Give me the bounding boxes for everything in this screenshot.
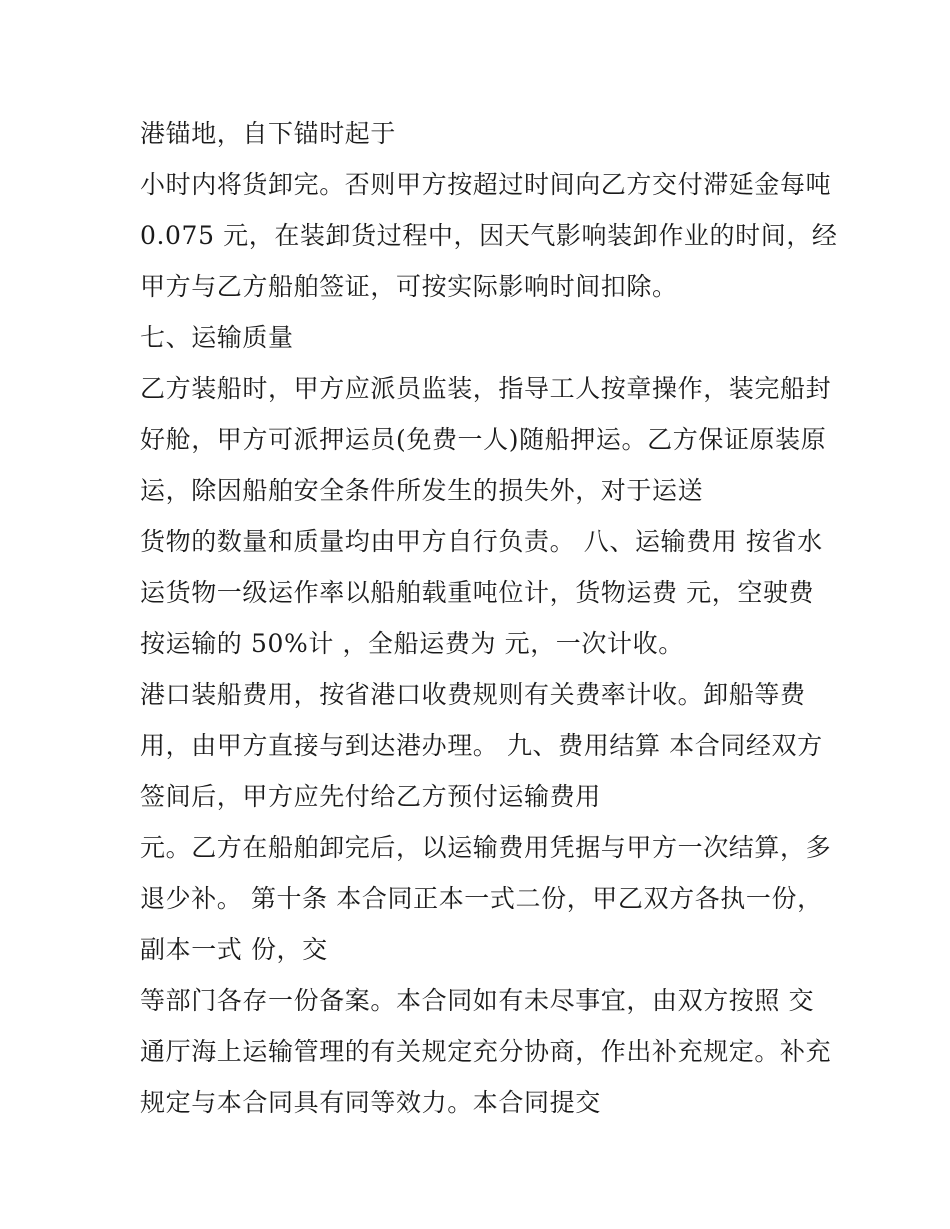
text-line: 货物的数量和质量均由甲方自行负责。 八、运输费用 按省水 [140, 527, 823, 556]
text-line: 港口装船费用，按省港口收费规则有关费率计收。卸船等费 [140, 680, 806, 709]
section-heading: 七、运输质量 [140, 323, 294, 352]
text-line: 元。乙方在船舶卸完后，以运输费用凭据与甲方一次结算，多 [140, 833, 832, 862]
text-line: 退少补。 第十条 本合同正本一式二份，甲乙双方各执一份， [140, 884, 823, 913]
text-line: 港锚地，自下锚时起于 [140, 119, 397, 148]
text-line: 甲方与乙方船舶签证，可按实际影响时间扣除。 [140, 272, 678, 301]
document-body [140, 108, 840, 1128]
text-line: 副本一式 份，交 [140, 935, 328, 964]
text-line: 好舱，甲方可派押运员(免费一人)随船押运。乙方保证原装原 [140, 425, 827, 454]
text-line: 签间后，甲方应先付给乙方预付运输费用 [140, 782, 601, 811]
text-line: 按运输的 50%计 ，全船运费为 元，一次计收。 [140, 629, 684, 658]
text-line: 乙方装船时，甲方应派员监装，指导工人按章操作，装完船封 [140, 374, 832, 403]
text-line: 小时内将货卸完。否则甲方按超过时间向乙方交付滞延金每吨 [140, 170, 832, 199]
text-line: 规定与本合同具有同等效力。本合同提交 [140, 1088, 601, 1117]
text-line: 等部门各存一份备案。本合同如有未尽事宜，由双方按照 交 [140, 986, 815, 1015]
text-line: 运，除因船舶安全条件所发生的损失外，对于运送 [140, 476, 704, 505]
text-line: 运货物一级运作率以船舶载重吨位计，货物运费 元，空驶费 [140, 578, 815, 607]
text-line: 通厅海上运输管理的有关规定充分协商，作出补充规定。补充 [140, 1037, 832, 1066]
text-line: 0.075 元，在装卸货过程中，因天气影响装卸作业的时间，经 [140, 221, 838, 250]
text-line: 用，由甲方直接与到达港办理。 九、费用结算 本合同经双方 [140, 731, 823, 760]
